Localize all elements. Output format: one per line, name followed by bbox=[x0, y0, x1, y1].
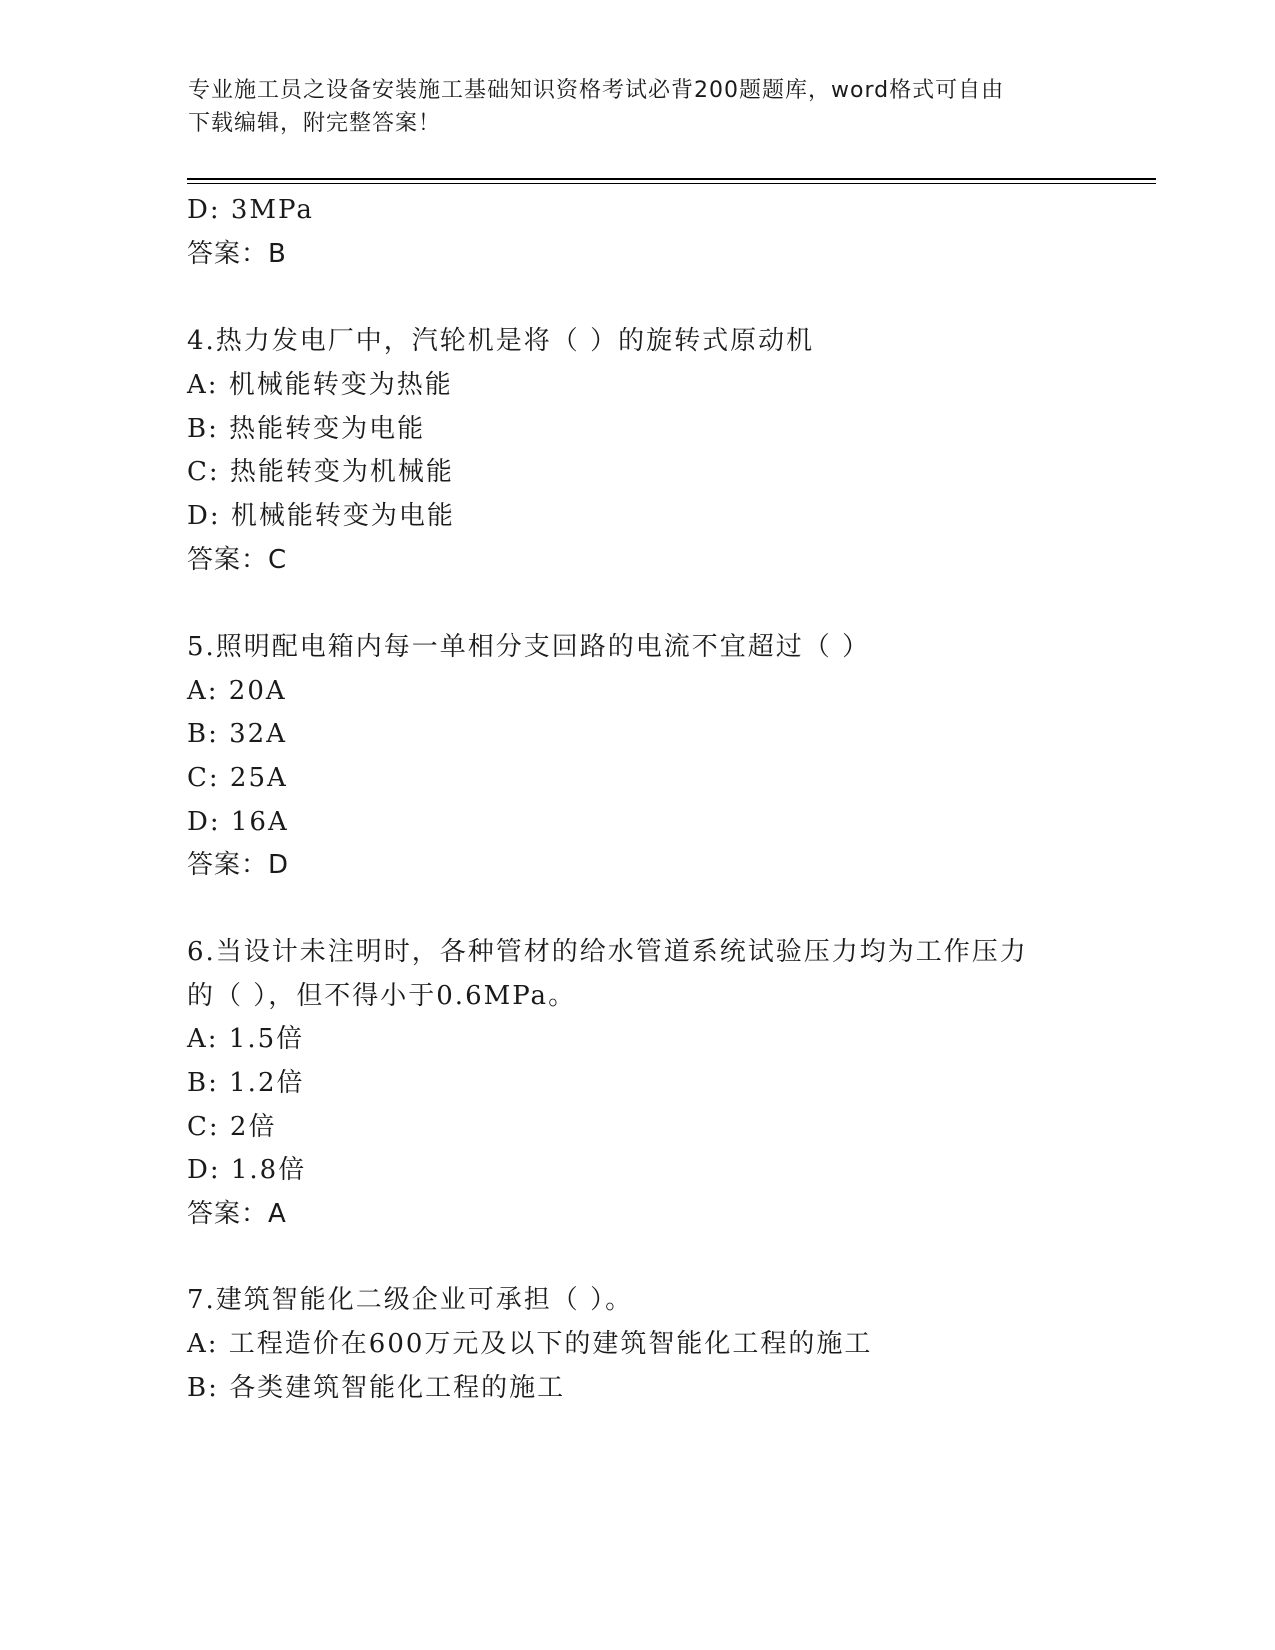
q6-option-a: A: 1.5倍 bbox=[187, 1024, 305, 1054]
q7-option-b: B: 各类建筑智能化工程的施工 bbox=[187, 1373, 566, 1403]
q4-option-c: C: 热能转变为机械能 bbox=[187, 457, 454, 487]
q3-answer: 答案：B bbox=[187, 239, 287, 269]
q4-option-b: B: 热能转变为电能 bbox=[187, 414, 426, 444]
q6-question-line-2: 的（ ），但不得小于0.6MPa。 bbox=[187, 981, 577, 1011]
q5-option-b: B: 32A bbox=[187, 719, 287, 749]
q4-option-a: A: 机械能转变为热能 bbox=[187, 370, 453, 400]
q6-option-c: C: 2倍 bbox=[187, 1112, 277, 1142]
header-title-line-2: 下载编辑，附完整答案！ bbox=[188, 111, 442, 136]
q6-question-line-1: 6.当设计未注明时，各种管材的给水管道系统试验压力均为工作压力 bbox=[187, 937, 1028, 967]
q3-option-d: D: 3MPa bbox=[187, 195, 314, 225]
header-divider-thin bbox=[187, 183, 1156, 184]
header-title-line-1: 专业施工员之设备安装施工基础知识资格考试必背200题题库，word格式可自由 bbox=[188, 78, 1005, 103]
page-header bbox=[188, 74, 1088, 140]
q5-option-a: A: 20A bbox=[187, 676, 287, 706]
q4-question: 4.热力发电厂中，汽轮机是将（ ）的旋转式原动机 bbox=[187, 326, 815, 356]
q7-question: 7.建筑智能化二级企业可承担（ ）。 bbox=[187, 1285, 634, 1315]
q4-option-d: D: 机械能转变为电能 bbox=[187, 501, 455, 531]
q5-option-d: D: 16A bbox=[187, 807, 289, 837]
q7-option-a: A: 工程造价在600万元及以下的建筑智能化工程的施工 bbox=[187, 1329, 873, 1359]
q4-answer: 答案：C bbox=[187, 545, 288, 575]
q6-option-d: D: 1.8倍 bbox=[187, 1155, 307, 1185]
q5-answer: 答案：D bbox=[187, 850, 290, 880]
q6-answer: 答案：A bbox=[187, 1199, 287, 1229]
header-divider-thick bbox=[187, 178, 1156, 180]
q6-option-b: B: 1.2倍 bbox=[187, 1068, 305, 1098]
q5-question: 5.照明配电箱内每一单相分支回路的电流不宜超过（ ） bbox=[187, 632, 871, 662]
q5-option-c: C: 25A bbox=[187, 763, 288, 793]
